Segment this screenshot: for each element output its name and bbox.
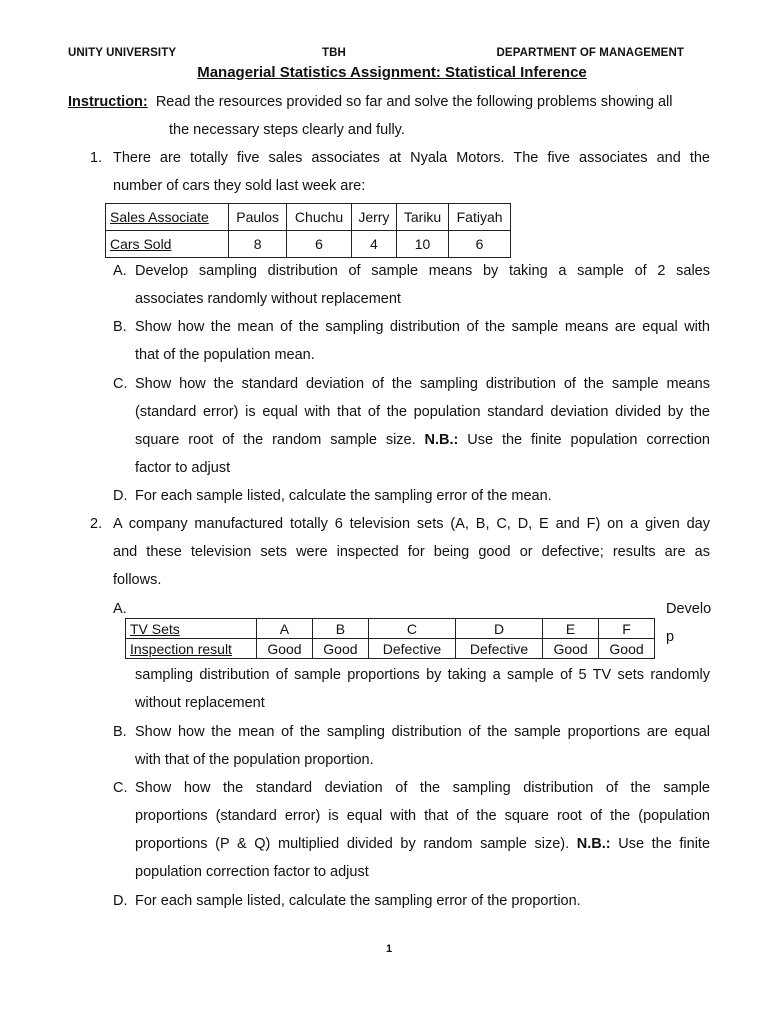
q2-c-line-1: Show how the standard deviation of the sampling distribution of the sample [135,780,710,796]
table-cell: 6 [449,231,511,258]
page-number: 1 [385,943,393,955]
q2-c-line-4: population correction factor to adjust [135,864,369,880]
header-tbh: TBH [322,47,346,59]
q1-c-line-3-text: square root of the random sample size. [135,432,416,448]
q1-c-line-3-post: Use the finite population correction [467,432,710,448]
q1-a-line-2: associates randomly without replacement [135,291,401,307]
q2-c-line-2: proportions (standard error) is equal with that of the square root of the (population [135,808,710,824]
q1-b-line-1: Show how the mean of the sampling distribution of the sample means are equal with [135,319,710,335]
q2-a-side-2: p [666,629,675,645]
table-cell: D [455,619,542,639]
table-cell: F [599,619,655,639]
instruction-line-2: the necessary steps clearly and fully. [169,122,405,138]
q2-a-line-1: sampling distribution of sample proportions by taking a sample of 5 TV sets randomly [135,667,710,683]
q2-c-line-3 [135,834,710,854]
table-cell: Fatiyah [449,204,511,231]
instruction-text-1: Read the resources provided so far and solve the following problems showing all [155,94,673,110]
q2-b-letter: B. [113,724,127,740]
table-cell: Good [599,639,655,659]
table-cell: 8 [229,231,287,258]
q1-c-line-2: (standard error) is equal with that of the population standard deviation divided by the [135,404,710,420]
header-university: UNITY UNIVERSITY [68,47,177,59]
q2-number: 2. [90,516,103,532]
q1-d-letter: D. [113,488,128,504]
table-cell: E [543,619,599,639]
table-cell: 10 [396,231,448,258]
table-cell: Defective [368,639,455,659]
q2-line-2: and these television sets were inspected for being good or defective; results are as [113,544,710,560]
table-cell: Good [312,639,368,659]
q2-c-line-3-post: Use the finite [618,836,711,852]
sales-associates-table [105,203,511,258]
q1-d-line-1: For each sample listed, calculate the sampling error of the mean. [135,488,552,504]
q2-line-1: A company manufactured totally 6 television sets (A, B, C, D, E and F) on a given day [113,516,710,532]
table-cell: Good [257,639,313,659]
q2-a-letter: A. [113,601,127,617]
table-cell: 6 [287,231,351,258]
table-header-inspection-result: Inspection result [126,639,257,659]
q2-a-side-1: Develo [666,601,712,617]
table-cell: 4 [351,231,396,258]
q2-c-line-3-text: proportions (P & Q) multiplied divided by random sample size). [135,836,570,852]
table-header-sales-associate: Sales Associate [106,204,229,231]
table-cell: Tariku [396,204,448,231]
table-cell: B [312,619,368,639]
q2-c-letter: C. [113,780,128,796]
q1-a-letter: A. [113,263,127,279]
table-row [106,204,511,231]
table-cell: C [368,619,455,639]
q1-c-line-3 [135,430,710,450]
q2-line-3: follows. [113,572,162,588]
q1-c-line-1: Show how the standard deviation of the sampling distribution of the sample means [135,376,710,392]
q2-a-line-2: without replacement [135,695,265,711]
instruction-label: Instruction: [68,94,148,110]
q2-c-nb: N.B.: [576,836,611,852]
q1-number: 1. [90,150,103,166]
instruction-line-1 [68,92,672,112]
table-cell: Paulos [229,204,287,231]
q2-d-letter: D. [113,893,128,909]
q2-d-line-1: For each sample listed, calculate the sampling error of the proportion. [135,893,581,909]
q1-c-letter: C. [113,376,128,392]
table-cell: Jerry [351,204,396,231]
table-cell: A [257,619,313,639]
q1-c-line-4: factor to adjust [135,460,231,476]
table-row [106,231,511,258]
table-header-tv-sets: TV Sets [126,619,257,639]
document-title: Managerial Statistics Assignment: Statistical Inference [197,64,587,81]
header-department: DEPARTMENT OF MANAGEMENT [496,47,684,59]
tv-sets-table [125,618,655,659]
table-row [126,619,655,639]
q1-line-1: There are totally five sales associates at Nyala Motors. The five associates and the [113,150,710,166]
q1-c-nb: N.B.: [424,432,459,448]
table-header-cars-sold: Cars Sold [106,231,229,258]
table-cell: Good [543,639,599,659]
q2-b-line-2: with that of the population proportion. [135,752,374,768]
table-row [126,639,655,659]
q1-line-2: number of cars they sold last week are: [113,178,366,194]
q2-b-line-1: Show how the mean of the sampling distribution of the sample proportions are equal [135,724,710,740]
table-cell: Chuchu [287,204,351,231]
q1-b-line-2: that of the population mean. [135,347,315,363]
q1-b-letter: B. [113,319,127,335]
table-cell: Defective [455,639,542,659]
q1-a-line-1: Develop sampling distribution of sample means by taking a sample of 2 sales [135,263,710,279]
page-header [68,47,710,65]
